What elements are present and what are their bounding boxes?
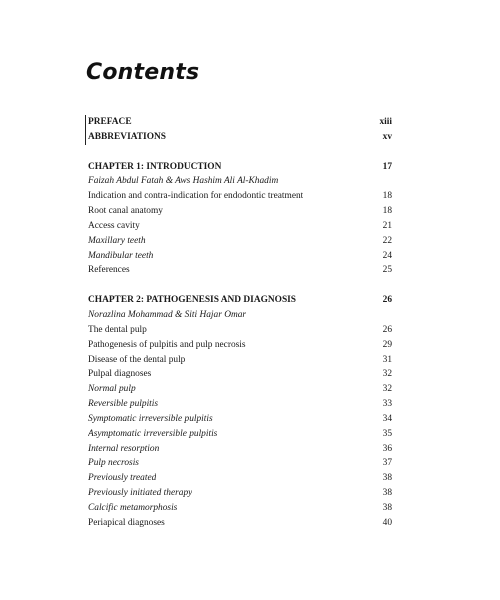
toc-subentry[interactable] (88, 471, 392, 486)
margin-rule (85, 115, 86, 145)
toc-entry-label: The dental pulp (88, 324, 147, 335)
toc-entry-page: 37 (382, 458, 392, 469)
toc-entry-page: 29 (382, 339, 392, 350)
toc-entry-page: xiii (379, 117, 392, 127)
toc-entry-page: 38 (382, 473, 392, 484)
toc-entry-page: 26 (382, 324, 392, 335)
toc-subentry[interactable] (88, 442, 392, 457)
toc-entry-label: Reversible pulpitis (88, 399, 159, 410)
toc-entry-label: Pulp necrosis (88, 458, 139, 469)
toc-entry[interactable] (88, 367, 392, 382)
chapter-heading[interactable] (88, 293, 392, 308)
toc-subentry[interactable] (88, 249, 392, 264)
toc-entry-label: Disease of the dental pulp (88, 354, 186, 365)
toc-entry-label: References (88, 265, 130, 276)
toc-entry-label: Access cavity (88, 220, 140, 231)
toc-entry[interactable] (88, 353, 392, 368)
toc-subentry[interactable] (88, 501, 392, 516)
toc-entry-label: Indication and contra-indication for endodontic treatment (88, 191, 304, 202)
toc-entry-label: Periapical diagnoses (88, 517, 165, 528)
toc-subentry[interactable] (88, 397, 392, 412)
page-title: Contents (86, 60, 200, 85)
chapter-page: 17 (382, 161, 392, 172)
toc-entry-page: xv (382, 131, 392, 142)
toc-entry-label: Calcific metamorphosis (88, 502, 178, 513)
toc-entry-page: 24 (382, 250, 392, 261)
toc-entry-label: Root canal anatomy (88, 206, 163, 217)
toc-entry-page: 38 (382, 488, 392, 499)
toc-entry-label: Previously initiated therapy (88, 488, 193, 499)
chapter-authors (88, 174, 392, 189)
toc-entry-label: Normal pulp (88, 384, 136, 395)
toc-entry[interactable] (88, 323, 392, 338)
chapter-title: CHAPTER 2: PATHOGENESIS AND DIAGNOSIS (88, 295, 297, 306)
authors-text: Faizah Abdul Fatah & Aws Hashim Ali Al-Khadim (88, 176, 279, 187)
toc-entry-page: 25 (382, 265, 392, 276)
toc-entry-preface[interactable] (88, 115, 392, 130)
toc-entry[interactable] (88, 338, 392, 353)
toc-entry[interactable] (88, 219, 392, 234)
chapter-2-section (88, 293, 392, 531)
toc-entry-label: Previously treated (88, 473, 157, 484)
toc-entry-page: 18 (382, 191, 392, 202)
toc-entry-label: Pulpal diagnoses (88, 369, 152, 380)
front-matter-list (88, 115, 392, 145)
toc-entry-page: 35 (382, 428, 392, 439)
chapter-title: CHAPTER 1: INTRODUCTION (88, 161, 222, 172)
toc-entry-page: 33 (382, 399, 392, 410)
toc-entry-page: 32 (382, 369, 392, 380)
toc-entry-label: ABBREVIATIONS (88, 131, 166, 142)
toc-subentry[interactable] (88, 234, 392, 249)
chapter-1-section (88, 160, 392, 279)
chapter-page: 26 (382, 295, 392, 306)
toc-entry-page: 34 (382, 413, 392, 424)
toc-entry-page: 40 (382, 517, 392, 528)
toc-entry-page: 21 (382, 220, 392, 231)
toc-entry-label: Pathogenesis of pulpitis and pulp necrosis (88, 339, 246, 350)
authors-text: Norazlina Mohammad & Siti Hajar Omar (88, 309, 247, 320)
toc-entry-abbreviations[interactable] (88, 130, 392, 145)
toc-subentry[interactable] (88, 456, 392, 471)
toc-entry-page: 18 (382, 206, 392, 217)
toc-subentry[interactable] (88, 412, 392, 427)
toc-entry-label: Asymptomatic irreversible pulpitis (88, 428, 218, 439)
toc-entry-page: 32 (382, 384, 392, 395)
toc-entry-label: Maxillary teeth (88, 235, 146, 246)
toc-entry-label: Symptomatic irreversible pulpitis (88, 413, 213, 424)
toc-entry-page: 31 (382, 354, 392, 365)
toc-entry-page: 22 (382, 235, 392, 246)
toc-subentry[interactable] (88, 427, 392, 442)
toc-entry[interactable] (88, 263, 392, 278)
toc-entry-page: 36 (382, 443, 392, 454)
toc-entry[interactable] (88, 189, 392, 204)
table-of-contents (88, 115, 392, 531)
toc-entry[interactable] (88, 516, 392, 531)
toc-entry-label: PREFACE (88, 117, 132, 127)
toc-entry-label: Internal resorption (88, 443, 160, 454)
toc-subentry[interactable] (88, 486, 392, 501)
toc-subentry[interactable] (88, 382, 392, 397)
toc-entry-page: 38 (382, 502, 392, 513)
toc-entry-label: Mandibular teeth (88, 250, 154, 261)
chapter-authors (88, 308, 392, 323)
chapter-heading[interactable] (88, 160, 392, 175)
toc-entry[interactable] (88, 204, 392, 219)
